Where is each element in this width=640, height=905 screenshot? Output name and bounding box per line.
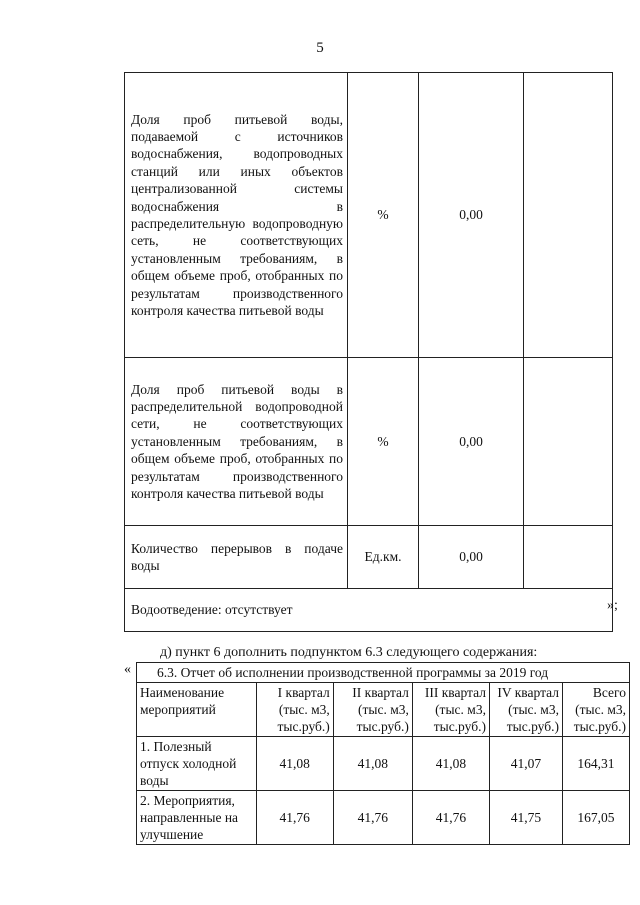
indicator-value: 0,00 [419, 73, 524, 358]
indicator-unit: Ед.км. [348, 526, 419, 589]
table-row [125, 589, 613, 632]
amendment-text: д) пункт 6 дополнить подпунктом 6.3 следующего содержания: [160, 645, 538, 660]
report-table [136, 662, 630, 845]
column-header: Всего (тыс. м3, тыс.руб.) [562, 683, 629, 737]
table-cell: 41,76 [333, 791, 412, 845]
table-cell: 167,05 [562, 791, 629, 845]
table-row [125, 358, 613, 526]
page-number: 5 [316, 40, 324, 56]
indicator-description: Доля проб питьевой воды, подаваемой с источников водоснабжения, водопроводных станций или иных объектов централизованной системы водоснабжения в распределительную водопроводную сеть, не соответствующих установленным требованиям, в общем объеме проб, отобранных по результатам производственного контроля качества питьевой воды [125, 73, 348, 358]
indicator-unit: % [348, 73, 419, 358]
indicator-description: Количество перерывов в подаче воды [125, 526, 348, 589]
empty-cell [524, 73, 613, 358]
indicator-description: Доля проб питьевой воды в распределительной водопроводной сети, не соответствующих установленным требованиям, в общем объеме проб, отобранных по результатам производственного контроля качества питьевой воды [125, 358, 348, 526]
column-header: I квартал (тыс. м3, тыс.руб.) [256, 683, 333, 737]
table-row [137, 791, 630, 845]
empty-cell [524, 526, 613, 589]
column-header: II квартал (тыс. м3, тыс.руб.) [333, 683, 412, 737]
wastewater-row: Водоотведение: отсутствует [125, 589, 613, 632]
table-cell: 164,31 [562, 737, 629, 791]
report-caption: 6.3. Отчет об исполнении производственной программы за 2019 год [137, 663, 630, 683]
table-cell: 41,07 [489, 737, 562, 791]
column-header: IV квартал (тыс. м3, тыс.руб.) [489, 683, 562, 737]
table-row [125, 526, 613, 589]
table-cell: 41,08 [333, 737, 412, 791]
row-label: 1. Полезный отпуск холодной воды [137, 737, 257, 791]
indicator-value: 0,00 [419, 526, 524, 589]
row-label: 2. Мероприятия, направленные на улучшение [137, 791, 257, 845]
table-cell: 41,76 [412, 791, 489, 845]
table-cell: 41,08 [256, 737, 333, 791]
table-header-row [137, 683, 630, 737]
indicators-table [124, 72, 613, 632]
table-row [137, 737, 630, 791]
column-header: III квартал (тыс. м3, тыс.руб.) [412, 683, 489, 737]
table-cell: 41,08 [412, 737, 489, 791]
indicator-unit: % [348, 358, 419, 526]
table-caption-row [137, 663, 630, 683]
table-cell: 41,75 [489, 791, 562, 845]
indicator-value: 0,00 [419, 358, 524, 526]
column-header: Наименование мероприятий [137, 683, 257, 737]
table-cell: 41,76 [256, 791, 333, 845]
table-row [125, 73, 613, 358]
opening-quote: « [124, 662, 131, 677]
empty-cell [524, 358, 613, 526]
closing-quote: »; [607, 598, 618, 613]
